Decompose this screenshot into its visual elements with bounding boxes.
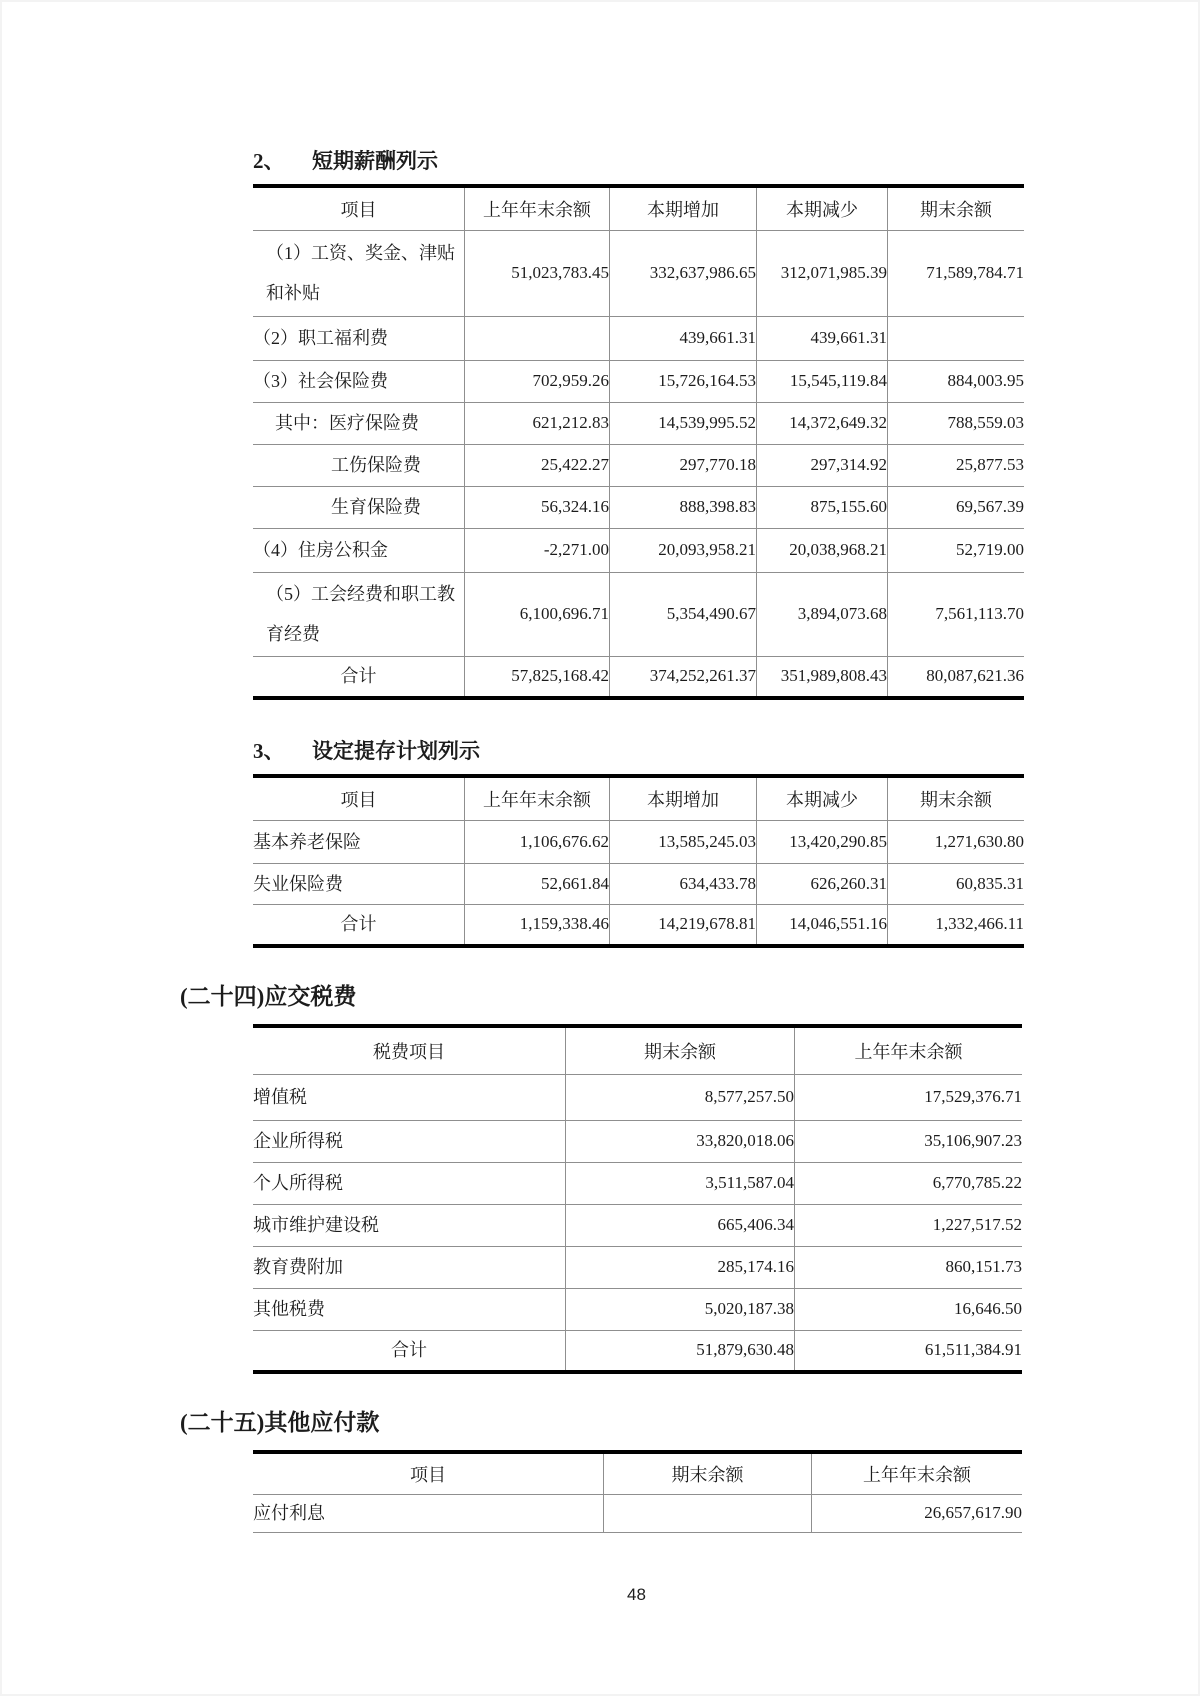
row-label: 失业保险费 [253,863,465,904]
section-title-text: 短期薪酬列示 [312,149,438,173]
cell-value: 788,559.03 [888,402,1025,444]
table-row [253,230,1024,316]
cell-value: 80,087,621.36 [888,656,1025,698]
cell-value: 52,719.00 [888,528,1025,572]
row-label: 教育费附加 [253,1246,566,1288]
column-header: 本期增加 [610,186,757,230]
cell-value: 6,100,696.71 [465,572,610,656]
row-label: 基本养老保险 [253,820,465,863]
row-label: 个人所得税 [253,1162,566,1204]
cell-value: 14,539,995.52 [610,402,757,444]
row-label: 合计 [253,656,465,698]
cell-value: 16,646.50 [795,1288,1023,1330]
table-row [253,1120,1022,1162]
table-row [253,1494,1022,1532]
table-row [253,528,1024,572]
section-title-taxes-payable: (二十四)应交税费 [180,984,357,1009]
table-row [253,316,1024,360]
cell-value [465,316,610,360]
column-header: 上年年末余额 [795,1026,1023,1074]
cell-value: 7,561,113.70 [888,572,1025,656]
cell-value: 665,406.34 [566,1204,795,1246]
column-header: 本期减少 [757,776,888,820]
cell-value: 60,835.31 [888,863,1025,904]
section-number: 3、 [253,739,285,763]
cell-value: 52,661.84 [465,863,610,904]
defined-contribution-table [253,774,1024,948]
cell-value [604,1494,812,1532]
column-header: 期末余额 [604,1452,812,1494]
cell-value: 621,212.83 [465,402,610,444]
table-header-row [253,776,1024,820]
column-header: 上年年末余额 [812,1452,1023,1494]
cell-value [888,316,1025,360]
table-row [253,1204,1022,1246]
section-title-defined-contribution [253,738,1200,764]
column-header: 上年年末余额 [465,186,610,230]
section-title-other-payables: (二十五)其他应付款 [180,1410,380,1435]
section-title-text: 设定提存计划列示 [312,739,480,763]
cell-value: 15,545,119.84 [757,360,888,402]
cell-value: 57,825,168.42 [465,656,610,698]
cell-value: 71,589,784.71 [888,230,1025,316]
column-header: 期末余额 [566,1026,795,1074]
column-header: 项目 [253,186,465,230]
cell-value: 888,398.83 [610,486,757,528]
cell-value: 13,420,290.85 [757,820,888,863]
table-row [253,444,1024,486]
table-row [253,1246,1022,1288]
row-label: 生育保险费 [253,486,465,528]
cell-value: 14,046,551.16 [757,904,888,946]
row-label: 应付利息 [253,1494,604,1532]
cell-value: 1,271,630.80 [888,820,1025,863]
column-header: 期末余额 [888,186,1025,230]
cell-value: 25,422.27 [465,444,610,486]
section-number: 2、 [253,149,285,173]
row-label: 其中：医疗保险费 [253,402,465,444]
row-label: 工伤保险费 [253,444,465,486]
cell-value: 626,260.31 [757,863,888,904]
row-label: （2）职工福利费 [253,316,465,360]
table-row [253,486,1024,528]
cell-value: 351,989,808.43 [757,656,888,698]
cell-value: 33,820,018.06 [566,1120,795,1162]
short-term-comp-table [253,184,1024,700]
table-header-row [253,1026,1022,1074]
cell-value: 15,726,164.53 [610,360,757,402]
column-header: 本期增加 [610,776,757,820]
row-label: （4）住房公积金 [253,528,465,572]
row-label: 合计 [253,1330,566,1372]
row-label: 其他税费 [253,1288,566,1330]
cell-value: 374,252,261.37 [610,656,757,698]
cell-value: 5,354,490.67 [610,572,757,656]
cell-value: 1,159,338.46 [465,904,610,946]
table-row [253,1288,1022,1330]
cell-value: 297,314.92 [757,444,888,486]
cell-value: 860,151.73 [795,1246,1023,1288]
column-header: 本期减少 [757,186,888,230]
table-header-row [253,186,1024,230]
cell-value: 439,661.31 [757,316,888,360]
cell-value: 875,155.60 [757,486,888,528]
cell-value: 312,071,985.39 [757,230,888,316]
row-label: 合计 [253,904,465,946]
cell-value: 56,324.16 [465,486,610,528]
column-header: 项目 [253,1452,604,1494]
cell-value: 14,372,649.32 [757,402,888,444]
column-header: 上年年末余额 [465,776,610,820]
cell-value: 61,511,384.91 [795,1330,1023,1372]
cell-value: 332,637,986.65 [610,230,757,316]
table-header-row [253,1452,1022,1494]
cell-value: -2,271.00 [465,528,610,572]
cell-value: 1,332,466.11 [888,904,1025,946]
column-header: 项目 [253,776,465,820]
cell-value: 439,661.31 [610,316,757,360]
cell-value: 35,106,907.23 [795,1120,1023,1162]
row-label: （1）工资、奖金、津贴和补贴 [253,230,465,316]
section-title-short-term-comp [253,148,1200,174]
column-header: 税费项目 [253,1026,566,1074]
total-row [253,656,1024,698]
taxes-payable-table [253,1024,1022,1374]
cell-value: 1,106,676.62 [465,820,610,863]
row-label: （3）社会保险费 [253,360,465,402]
table-row [253,1074,1022,1120]
table-row [253,820,1024,863]
cell-value: 5,020,187.38 [566,1288,795,1330]
cell-value: 297,770.18 [610,444,757,486]
total-row [253,904,1024,946]
cell-value: 20,093,958.21 [610,528,757,572]
other-payables-table [253,1450,1022,1533]
table-row [253,1162,1022,1204]
cell-value: 6,770,785.22 [795,1162,1023,1204]
cell-value: 26,657,617.90 [812,1494,1023,1532]
cell-value: 51,879,630.48 [566,1330,795,1372]
total-row [253,1330,1022,1372]
cell-value: 884,003.95 [888,360,1025,402]
row-label: 企业所得税 [253,1120,566,1162]
cell-value: 69,567.39 [888,486,1025,528]
cell-value: 20,038,968.21 [757,528,888,572]
table-row [253,360,1024,402]
column-header: 期末余额 [888,776,1025,820]
row-label: 城市维护建设税 [253,1204,566,1246]
cell-value: 634,433.78 [610,863,757,904]
cell-value: 14,219,678.81 [610,904,757,946]
row-label: 增值税 [253,1074,566,1120]
cell-value: 17,529,376.71 [795,1074,1023,1120]
table-row [253,572,1024,656]
cell-value: 3,511,587.04 [566,1162,795,1204]
table-row [253,402,1024,444]
table-row [253,863,1024,904]
cell-value: 1,227,517.52 [795,1204,1023,1246]
page-number: 48 [627,1584,646,1604]
cell-value: 3,894,073.68 [757,572,888,656]
cell-value: 25,877.53 [888,444,1025,486]
cell-value: 13,585,245.03 [610,820,757,863]
cell-value: 51,023,783.45 [465,230,610,316]
cell-value: 285,174.16 [566,1246,795,1288]
cell-value: 702,959.26 [465,360,610,402]
cell-value: 8,577,257.50 [566,1074,795,1120]
row-label: （5）工会经费和职工教育经费 [253,572,465,656]
